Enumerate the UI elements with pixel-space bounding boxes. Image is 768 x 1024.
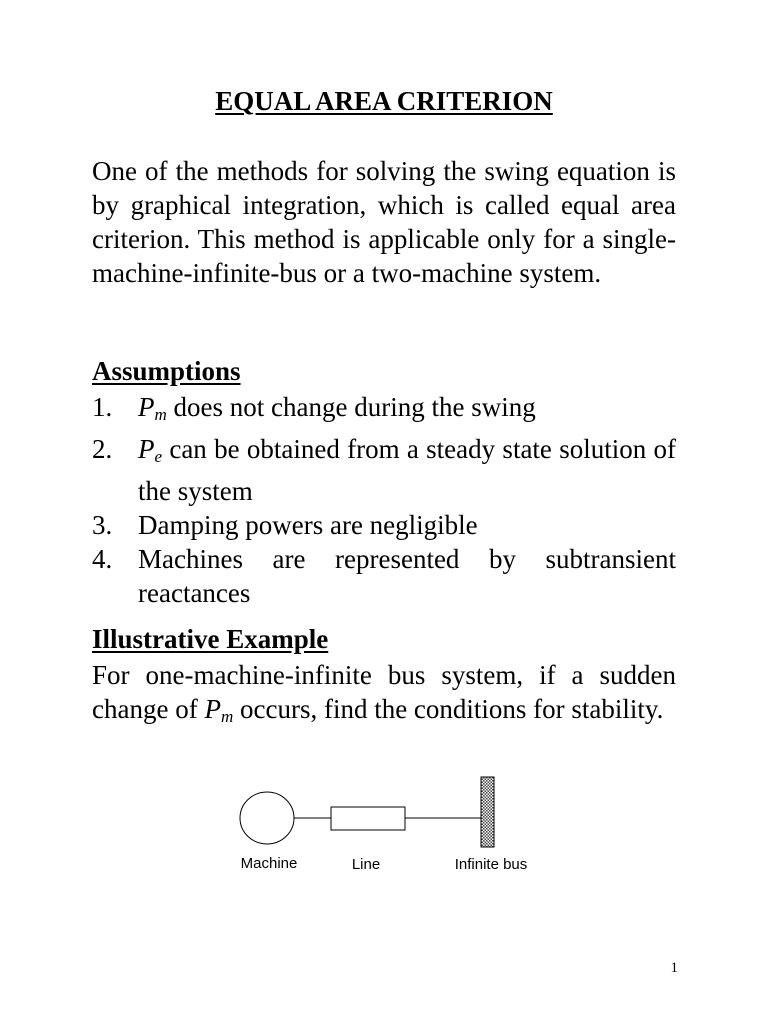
list-item bbox=[92, 432, 676, 508]
machine-icon bbox=[240, 792, 294, 844]
list-number: 1. bbox=[92, 392, 113, 422]
example-paragraph: For one-machine-infinite bus system, if a sudden change of $P_m$ occurs, find the conditions for stability. bbox=[92, 660, 676, 726]
list-number: 4. bbox=[92, 544, 113, 574]
line-impedance-icon bbox=[331, 807, 405, 830]
list-text: Damping powers are negligible bbox=[138, 510, 478, 540]
list-number: 3. bbox=[92, 510, 113, 540]
page-number: 1 bbox=[670, 960, 678, 976]
list-text: Machines are represented by subtransient reactances bbox=[138, 544, 676, 608]
list-item bbox=[92, 390, 676, 432]
intro-paragraph: One of the methods for solving the swing equation is by graphical integration, which is called equal area criterion. This method is applicable only for a single-machine-infinite-bus or a two-machine system. bbox=[92, 156, 676, 288]
example-heading: Illustrative Example bbox=[92, 624, 329, 654]
page-title: EQUAL AREA CRITERION bbox=[215, 86, 553, 116]
power-symbol: $P_m$ bbox=[138, 392, 167, 424]
infinite-bus-label: Infinite bus bbox=[454, 856, 528, 873]
list-number: 2. bbox=[92, 434, 113, 464]
machine-label: Machine bbox=[240, 855, 298, 872]
assumptions-list bbox=[92, 390, 676, 610]
power-symbol: $P_e$ bbox=[138, 434, 163, 466]
line-label: Line bbox=[351, 856, 381, 873]
infinite-bus-icon bbox=[481, 777, 494, 847]
assumptions-heading: Assumptions bbox=[92, 356, 241, 386]
list-item bbox=[92, 542, 676, 610]
list-text: does not change during the swing bbox=[166, 392, 536, 422]
power-symbol: $P_m$ bbox=[204, 694, 234, 726]
list-text: can be obtained from a steady state solution of the system bbox=[138, 434, 676, 506]
list-item bbox=[92, 508, 676, 542]
